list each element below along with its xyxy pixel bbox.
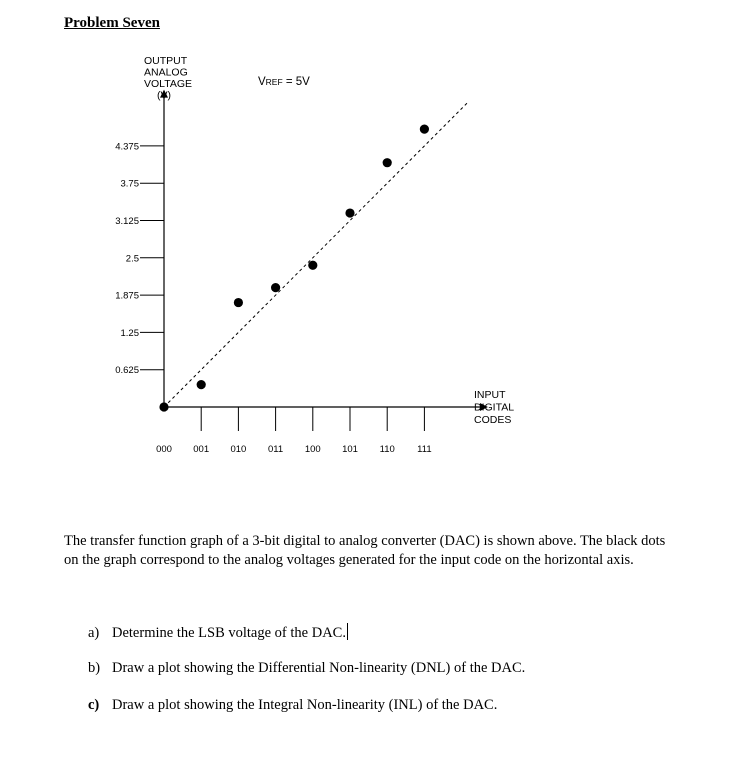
y-tick-label: 2.5 — [125, 253, 139, 265]
ideal-line — [164, 101, 469, 407]
question-b-letter: b) — [88, 660, 101, 676]
y-tick-label: 3.125 — [115, 216, 139, 227]
x-tick-label: 110 — [379, 444, 395, 455]
y-axis-label-line: (V) — [157, 89, 171, 102]
data-point — [383, 158, 392, 167]
y-tick-label: 4.375 — [115, 141, 139, 153]
y-axis-label-line: ANALOG — [144, 66, 188, 79]
x-tick-label: 011 — [268, 444, 284, 455]
data-point — [159, 402, 168, 411]
x-tick-label: 100 — [304, 444, 321, 455]
x-tick-label: 101 — [342, 444, 358, 455]
x-axis-ticks — [156, 407, 432, 455]
problem-title: Problem Seven — [64, 15, 160, 31]
question-b — [88, 660, 525, 677]
data-point — [420, 125, 429, 134]
question-a-letter: a) — [88, 625, 100, 641]
data-point — [271, 283, 280, 292]
ideal-transfer-line — [164, 101, 469, 407]
y-tick-label: 0.625 — [115, 365, 139, 377]
x-tick-label: 010 — [230, 444, 247, 455]
question-c — [88, 697, 497, 714]
x-tick-label: 111 — [417, 444, 432, 455]
chart-axes — [160, 90, 488, 411]
x-axis-label-line: INPUT — [474, 389, 506, 401]
x-axis-label-line: DIGITAL — [474, 401, 515, 414]
data-point — [234, 298, 243, 307]
question-a-text: Determine the LSB voltage of the DAC. — [112, 625, 346, 641]
question-a — [88, 623, 348, 642]
problem-description: The transfer function graph of a 3-bit digital to analog converter (DAC) is shown above. The black dots on the graph correspond to the analog voltages generated for the input code on the horizontal axis. — [64, 533, 666, 568]
chart-title: VREF = 5V — [258, 76, 310, 88]
text-cursor — [347, 623, 348, 640]
axis-labels — [144, 55, 514, 426]
question-c-letter: c) — [88, 697, 100, 713]
y-tick-label: 3.75 — [120, 178, 139, 190]
y-axis-label-line: VOLTAGE — [144, 78, 193, 90]
question-b-text: Draw a plot showing the Differential Non-linearity (DNL) of the DAC. — [112, 660, 526, 676]
x-tick-label: 001 — [193, 444, 210, 455]
y-tick-label: 1.875 — [115, 290, 139, 302]
data-point — [308, 261, 317, 270]
y-axis-label-line: OUTPUT — [144, 55, 188, 67]
data-point — [345, 208, 354, 217]
x-axis-label-line: CODES — [474, 414, 512, 426]
x-tick-label: 000 — [156, 444, 172, 455]
y-axis-ticks — [115, 141, 164, 376]
data-points — [159, 125, 429, 412]
question-c-text: Draw a plot showing the Integral Non-linearity (INL) of the DAC. — [112, 697, 498, 713]
y-tick-label: 1.25 — [120, 327, 139, 339]
data-point — [197, 380, 206, 389]
